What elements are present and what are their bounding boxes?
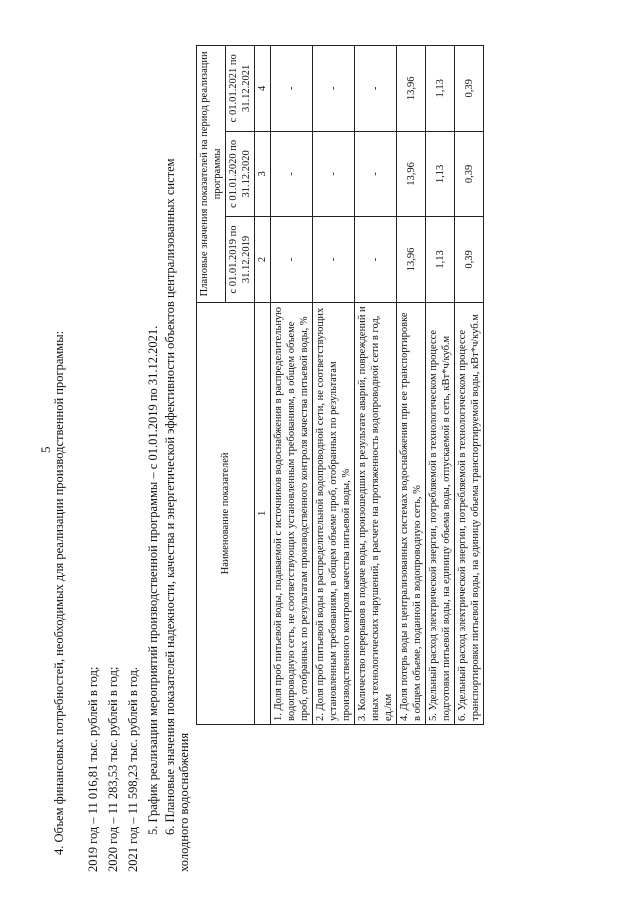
indicator-value: 13,96 <box>397 131 426 217</box>
indicator-value: 1,13 <box>426 217 455 303</box>
targets-table <box>196 45 484 725</box>
financing-year-2019: 2019 год – 11 016,81 тыс. рублей в год; <box>86 666 100 872</box>
indicator-name: 5. Удельный расход электрической энергии, потребляемой в технологическом процессе подготовки питьевой воды, на единицу объема воды, отпускаемой в сеть, кВт*ч/куб.м <box>426 302 455 724</box>
header-plan-values: Плановые значения показателей на период реализации программы <box>197 46 226 303</box>
indicator-value: - <box>271 131 313 217</box>
column-number-row <box>255 46 271 725</box>
table-row <box>313 46 355 725</box>
header-period-2021: с 01.01.2021 по 31.12.2021 <box>226 46 255 132</box>
financing-year-2020: 2020 год – 11 283,53 тыс. рублей в год; <box>106 666 120 872</box>
column-number: 2 <box>255 217 271 303</box>
indicator-name: 1. Доля проб питьевой воды, подаваемой с источников водоснабжения в распределительную водопроводную сеть, не соответствующих установленным требованиям, в общем объеме проб, отобранных по результатам производственного контроля качества питьевой воды, % <box>271 302 313 724</box>
indicator-name: 2. Доля проб питьевой воды в распределительной водопроводной сети, не соответствующих установленным требованиям, в общем объеме проб, отобранных по результатам производственного контроля качества питьевой воды, % <box>313 302 355 724</box>
indicator-name: 4. Доля потерь воды в централизованных системах водоснабжения при ее транспортировке в общем объеме, поданной в водопроводную сеть, % <box>397 302 426 724</box>
column-number: 3 <box>255 131 271 217</box>
table-row <box>397 46 426 725</box>
targets-heading-continued: холодного водоснабжения <box>177 732 191 872</box>
table-header-row <box>197 46 226 725</box>
targets-heading: 6. Плановые значения показателей надежности, качества и энергетической эффективности объектов централизованных систем <box>163 158 177 835</box>
table-row <box>271 46 313 725</box>
financing-heading: 4. Объем финансовых потребностей, необходимых для реализации производственной программы: <box>52 330 66 855</box>
indicator-value: 0,39 <box>455 46 484 132</box>
header-indicator-name: Наименование показателей <box>197 302 255 724</box>
indicator-value: - <box>355 46 397 132</box>
indicator-value: 0,39 <box>455 217 484 303</box>
header-period-2019: с 01.01.2019 по 31.12.2019 <box>226 217 255 303</box>
schedule-line: 5. График реализации мероприятий производственной программы – с 01.01.2019 по 31.12.2021. <box>146 325 160 835</box>
indicator-value: 0,39 <box>455 131 484 217</box>
page-number: 5 <box>38 446 53 453</box>
indicator-value: 1,13 <box>426 131 455 217</box>
header-period-2020: с 01.01.2020 по 31.12.2020 <box>226 131 255 217</box>
indicator-value: - <box>313 217 355 303</box>
indicator-name: 3. Количество перерывов в подаче воды, произошедших в результате аварий, повреждений и иных технологических нарушений, в расчете на протяженность водопроводной сети в год, ед./км <box>355 302 397 724</box>
column-number: 4 <box>255 46 271 132</box>
table-row <box>455 46 484 725</box>
indicator-name: 6. Удельный расход электрической энергии, потребляемой в технологическом процессе транспортировки питьевой воды, на единицу объема транспортируемой воды, кВт*ч/куб.м <box>455 302 484 724</box>
indicator-value: - <box>313 46 355 132</box>
indicator-value: 13,96 <box>397 46 426 132</box>
indicator-value: - <box>271 46 313 132</box>
financing-year-2021: 2021 год – 11 598,23 тыс. рублей в год. <box>126 666 140 872</box>
table-row <box>426 46 455 725</box>
indicator-value: - <box>313 131 355 217</box>
table-row <box>355 46 397 725</box>
indicator-value: 13,96 <box>397 217 426 303</box>
indicator-value: - <box>355 217 397 303</box>
indicator-value: 1,13 <box>426 46 455 132</box>
indicator-value: - <box>271 217 313 303</box>
indicator-value: - <box>355 131 397 217</box>
column-number: 1 <box>255 302 271 724</box>
